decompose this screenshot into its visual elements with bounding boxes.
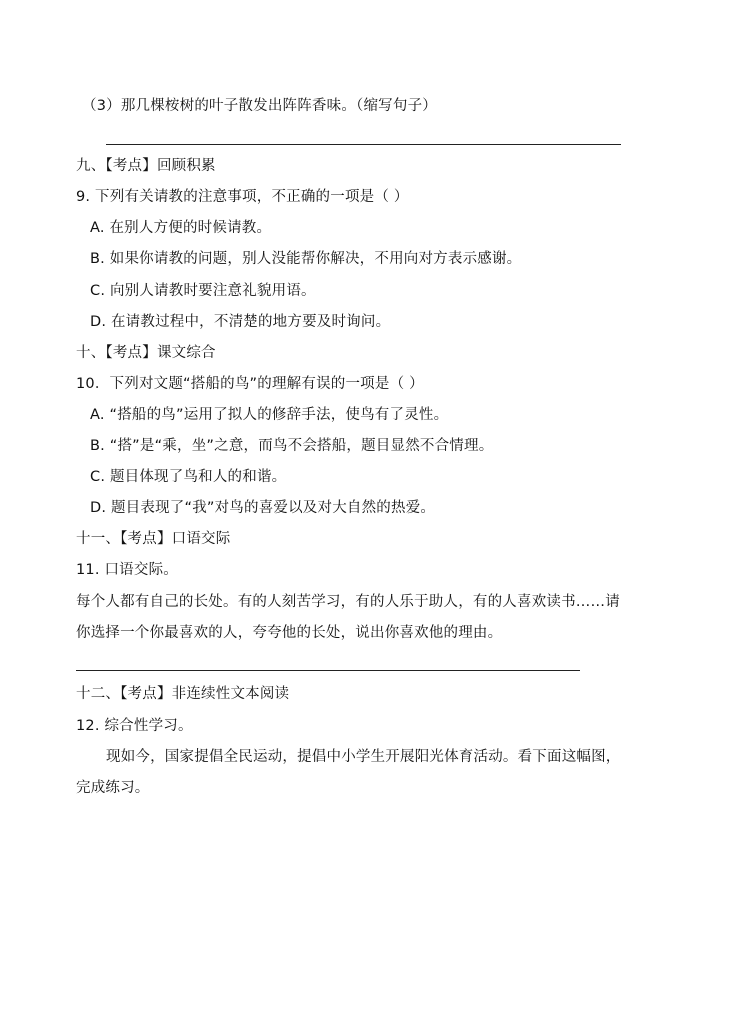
- question-9: 9. 下列有关请教的注意事项，不正确的一项是（ ）: [76, 189, 409, 205]
- q10-option-a: A. “搭船的鸟”运用了拟人的修辞手法，使鸟有了灵性。: [90, 407, 449, 423]
- q12-body-line-2: 完成练习。: [76, 780, 150, 796]
- q9-option-d: D. 在请教过程中，不清楚的地方要及时询问。: [90, 314, 391, 330]
- q10-option-d: D. 题目表现了“我”对鸟的喜爱以及对大自然的热爱。: [90, 500, 436, 516]
- q11-answer-line[interactable]: [76, 670, 580, 671]
- q12-body-line-1: 现如今，国家提倡全民运动，提倡中小学生开展阳光体育活动。看下面这幅图，: [106, 749, 621, 765]
- q8-sub3-prompt: （3）那几棵桉树的叶子散发出阵阵香味。（缩写句子）: [82, 98, 437, 114]
- section-9-heading: 九、【考点】回顾积累: [76, 158, 216, 174]
- q8-sub3-answer-line[interactable]: [106, 144, 621, 145]
- section-12-heading: 十二、【考点】非连续性文本阅读: [76, 686, 290, 702]
- q11-body-line-2: 你选择一个你最喜欢的人，夸夸他的长处，说出你喜欢他的理由。: [76, 625, 503, 641]
- q9-option-a: A. 在别人方便的时候请教。: [90, 220, 272, 236]
- question-10: 10．下列对文题“搭船的鸟”的理解有误的一项是（ ）: [76, 376, 424, 392]
- q9-option-c: C. 向别人请教时要注意礼貌用语。: [90, 283, 316, 299]
- section-10-heading: 十、【考点】课文综合: [76, 345, 216, 361]
- section-11-heading: 十一、【考点】口语交际: [76, 531, 231, 547]
- q10-option-b: B. “搭”是“乘，坐”之意，而鸟不会搭船，题目显然不合情理。: [90, 438, 494, 454]
- q9-option-b: B. 如果你请教的问题，别人没能帮你解决，不用向对方表示感谢。: [90, 251, 522, 267]
- q10-option-c: C. 题目体现了鸟和人的和谐。: [90, 469, 287, 485]
- question-11: 11. 口语交际。: [76, 562, 178, 578]
- q11-body-line-1: 每个人都有自己的长处。有的人刻苦学习，有的人乐于助人，有的人喜欢读书……请: [76, 594, 620, 610]
- question-12: 12. 综合性学习。: [76, 718, 193, 734]
